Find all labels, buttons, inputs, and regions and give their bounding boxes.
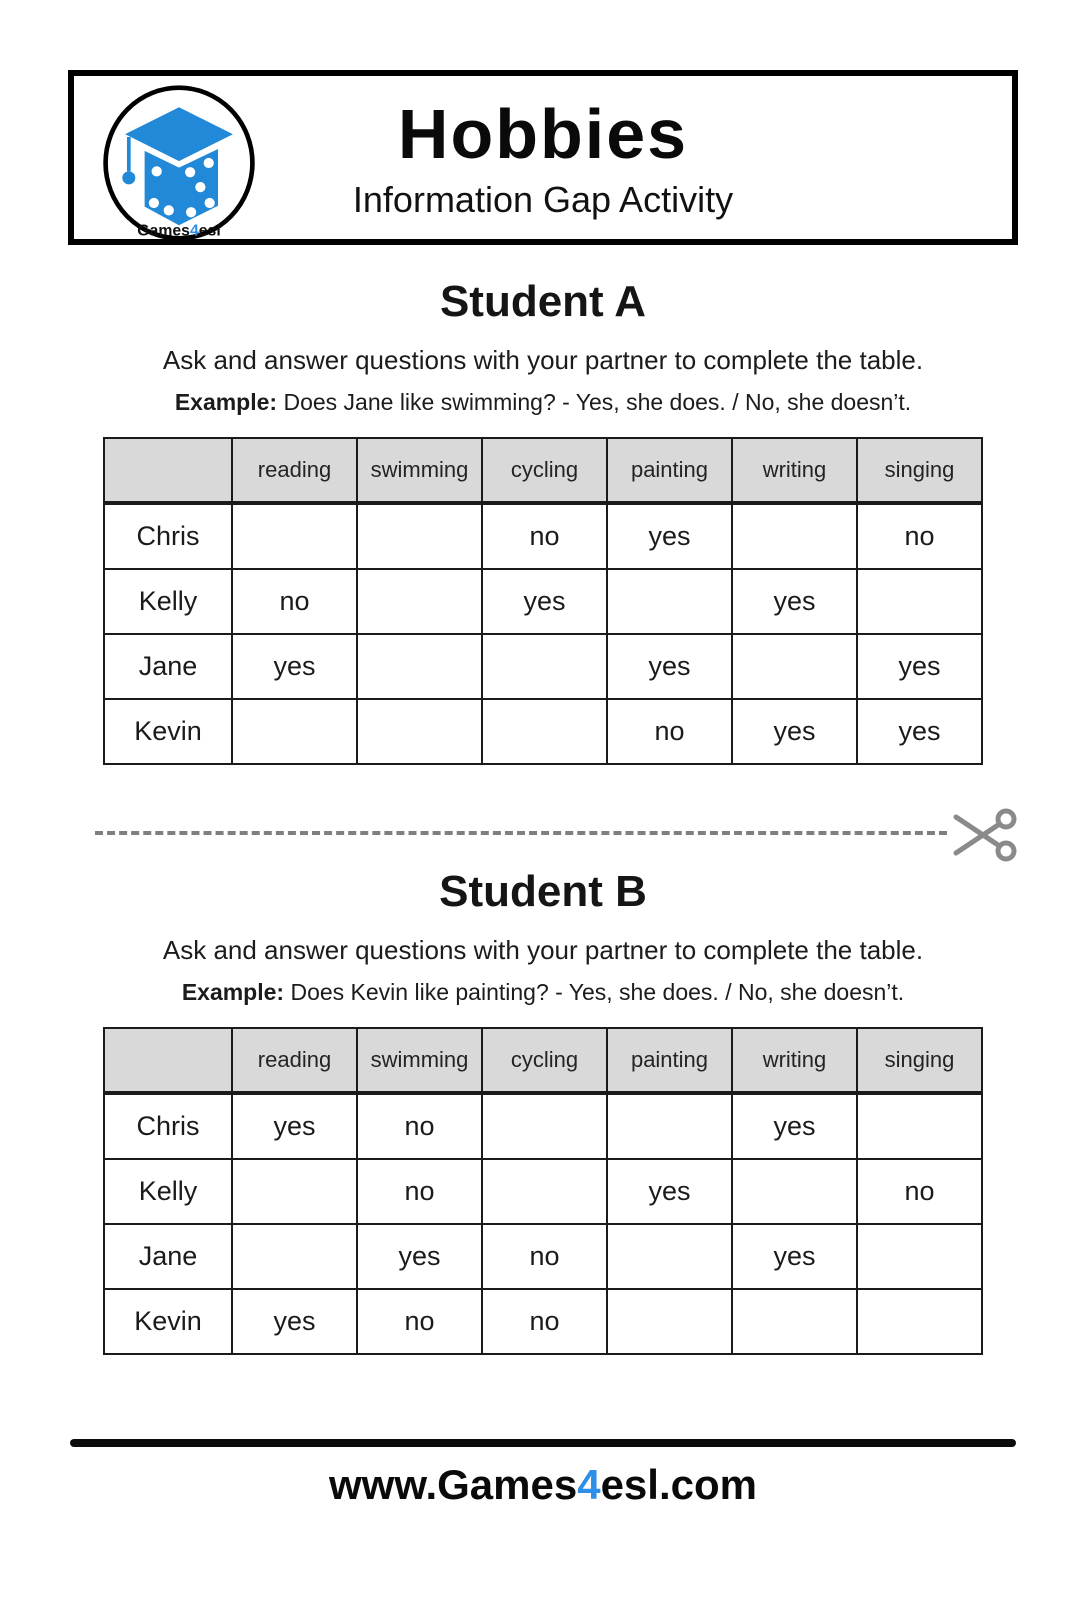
hobbies-table-student-a: [103, 437, 983, 765]
answer-cell: yes: [857, 699, 982, 764]
blank-answer-cell: [732, 634, 857, 699]
blank-answer-cell: [357, 569, 482, 634]
logo-text-games: Games: [137, 222, 190, 240]
example-label: Example:: [174, 389, 278, 415]
answer-cell: yes: [607, 1159, 732, 1224]
table-header-row: [104, 1028, 982, 1093]
scissors-icon: [951, 806, 1019, 869]
page-title: Hobbies: [397, 94, 689, 173]
column-header-singing: singing: [857, 438, 982, 503]
blank-answer-cell: [607, 569, 732, 634]
graduation-cap-dice-icon: [96, 84, 262, 242]
answer-cell: yes: [732, 569, 857, 634]
answer-cell: yes: [232, 1289, 357, 1354]
instruction-student-b: Ask and answer questions with your partner to complete the table.: [162, 935, 924, 965]
row-name-chris: Chris: [104, 503, 232, 569]
row-name-jane: Jane: [104, 634, 232, 699]
logo-text-4: 4: [189, 222, 199, 240]
answer-cell: no: [232, 569, 357, 634]
column-header-reading: reading: [232, 438, 357, 503]
row-name-kevin: Kevin: [104, 699, 232, 764]
table-header-row: [104, 438, 982, 503]
answer-cell: no: [357, 1093, 482, 1159]
answer-cell: yes: [607, 503, 732, 569]
column-header-cycling: cycling: [482, 438, 607, 503]
page-subtitle: Information Gap Activity: [352, 178, 734, 220]
column-header-painting: painting: [607, 1028, 732, 1093]
answer-cell: yes: [607, 634, 732, 699]
table-row: [104, 1093, 982, 1159]
blank-answer-cell: [857, 1289, 982, 1354]
row-name-kelly: Kelly: [104, 569, 232, 634]
footer-url-4: 4: [577, 1461, 601, 1508]
blank-answer-cell: [232, 1159, 357, 1224]
blank-answer-cell: [482, 1093, 607, 1159]
blank-answer-cell: [857, 1224, 982, 1289]
answer-cell: no: [482, 503, 607, 569]
table-corner-cell: [104, 438, 232, 503]
answer-cell: yes: [232, 1093, 357, 1159]
footer-url: [0, 1461, 1086, 1509]
games4esl-logo: [96, 84, 262, 247]
blank-answer-cell: [482, 699, 607, 764]
blank-answer-cell: [732, 503, 857, 569]
blank-answer-cell: [357, 503, 482, 569]
row-name-kevin: Kevin: [104, 1289, 232, 1354]
example-text: Does Jane like swimming? - Yes, she does. / No, she doesn’t.: [277, 389, 912, 415]
blank-answer-cell: [482, 634, 607, 699]
hobbies-table-student-b: [103, 1027, 983, 1355]
example-label: Example:: [181, 979, 285, 1005]
row-name-chris: Chris: [104, 1093, 232, 1159]
table-row: [104, 503, 982, 569]
answer-cell: no: [357, 1159, 482, 1224]
answer-cell: no: [482, 1289, 607, 1354]
blank-answer-cell: [732, 1159, 857, 1224]
column-header-cycling: cycling: [482, 1028, 607, 1093]
blank-answer-cell: [607, 1093, 732, 1159]
blank-answer-cell: [857, 569, 982, 634]
answer-cell: yes: [232, 634, 357, 699]
example-student-b: [0, 979, 1086, 1006]
blank-answer-cell: [357, 699, 482, 764]
answer-cell: no: [357, 1289, 482, 1354]
blank-answer-cell: [857, 1093, 982, 1159]
footer-url-suffix: esl.com: [600, 1461, 757, 1508]
section-heading-student-b: Student B: [439, 867, 647, 916]
answer-cell: yes: [732, 1093, 857, 1159]
answer-cell: no: [857, 1159, 982, 1224]
column-header-swimming: swimming: [357, 438, 482, 503]
table-row: [104, 1289, 982, 1354]
blank-answer-cell: [232, 503, 357, 569]
answer-cell: no: [857, 503, 982, 569]
table-row: [104, 634, 982, 699]
column-header-painting: painting: [607, 438, 732, 503]
blank-answer-cell: [482, 1159, 607, 1224]
column-header-writing: writing: [732, 438, 857, 503]
answer-cell: yes: [732, 1224, 857, 1289]
answer-cell: yes: [732, 699, 857, 764]
answer-cell: no: [482, 1224, 607, 1289]
example-text: Does Kevin like painting? - Yes, she does. / No, she doesn’t.: [284, 979, 905, 1005]
column-header-writing: writing: [732, 1028, 857, 1093]
table-corner-cell: [104, 1028, 232, 1093]
column-header-swimming: swimming: [357, 1028, 482, 1093]
table-row: [104, 569, 982, 634]
footer-divider: [70, 1439, 1016, 1447]
blank-answer-cell: [232, 699, 357, 764]
blank-answer-cell: [232, 1224, 357, 1289]
row-name-kelly: Kelly: [104, 1159, 232, 1224]
blank-answer-cell: [607, 1289, 732, 1354]
blank-answer-cell: [732, 1289, 857, 1354]
column-header-singing: singing: [857, 1028, 982, 1093]
cut-line: [95, 831, 947, 835]
header-banner: [68, 70, 1018, 245]
blank-answer-cell: [357, 634, 482, 699]
svg-text:Games4esl: [137, 222, 220, 239]
footer-url-prefix: www.Games: [329, 1461, 578, 1508]
column-header-reading: reading: [232, 1028, 357, 1093]
blank-answer-cell: [607, 1224, 732, 1289]
section-heading-student-a: Student A: [439, 277, 647, 326]
table-row: [104, 699, 982, 764]
instruction-student-a: Ask and answer questions with your partner to complete the table.: [162, 345, 924, 375]
logo-text-esl: esl: [198, 222, 221, 240]
answer-cell: yes: [857, 634, 982, 699]
answer-cell: yes: [357, 1224, 482, 1289]
table-row: [104, 1224, 982, 1289]
table-row: [104, 1159, 982, 1224]
answer-cell: no: [607, 699, 732, 764]
row-name-jane: Jane: [104, 1224, 232, 1289]
example-student-a: [0, 389, 1086, 416]
answer-cell: yes: [482, 569, 607, 634]
